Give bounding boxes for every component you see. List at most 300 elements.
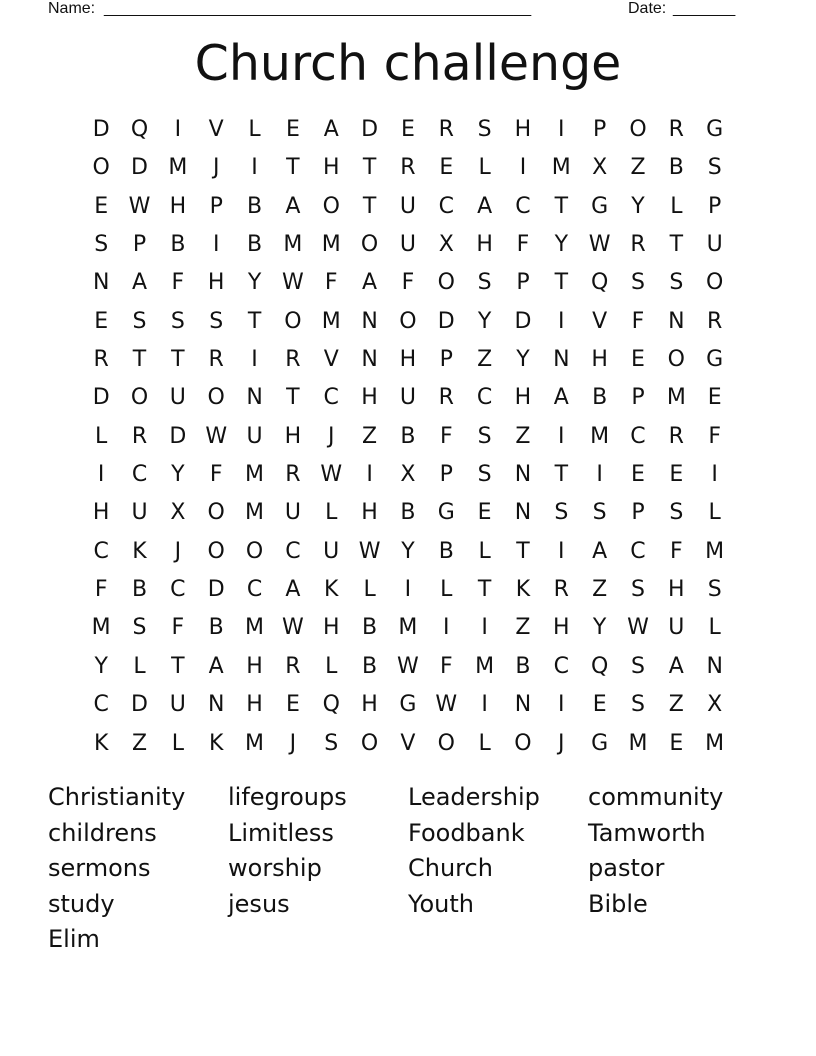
- grid-letter: K: [324, 577, 339, 603]
- grid-letter: A: [285, 577, 301, 603]
- grid-letter: Q: [322, 692, 340, 718]
- grid-letter: Y: [631, 193, 645, 219]
- grid-letter: H: [322, 155, 340, 181]
- word-list-item: Christianity: [48, 783, 186, 811]
- grid-letter: L: [95, 423, 108, 449]
- grid-letter: I: [558, 538, 565, 564]
- grid-letter: N: [514, 462, 532, 488]
- word-list-item: childrens: [48, 818, 157, 847]
- grid-letter: Y: [401, 538, 415, 564]
- grid-letter: O: [706, 270, 724, 296]
- grid-letter: U: [706, 232, 723, 258]
- grid-letter: G: [706, 347, 724, 373]
- grid-letter: W: [282, 615, 304, 641]
- grid-letter: E: [400, 117, 415, 142]
- grid-letter: H: [668, 577, 685, 603]
- grid-letter: M: [551, 155, 571, 181]
- grid-letter: Y: [171, 462, 185, 488]
- grid-letter: Y: [592, 615, 607, 641]
- grid-letter: F: [670, 538, 683, 564]
- grid-letter: O: [130, 385, 149, 411]
- word-list-item: Foodbank: [408, 818, 525, 847]
- grid-letter: L: [248, 117, 261, 142]
- grid-letter: A: [553, 385, 569, 411]
- grid-letter: U: [668, 615, 685, 641]
- grid-letter: W: [320, 462, 343, 488]
- word-list-item: worship: [228, 854, 322, 882]
- grid-letter: M: [245, 500, 265, 526]
- grid-letter: U: [399, 385, 416, 411]
- grid-letter: X: [400, 462, 416, 488]
- grid-letter: L: [363, 577, 376, 603]
- grid-letter: E: [592, 692, 607, 718]
- grid-letter: O: [514, 730, 532, 756]
- grid-letter: B: [131, 577, 148, 603]
- grid-letter: M: [321, 308, 341, 334]
- grid-letter: C: [285, 538, 301, 564]
- grid-letter: A: [208, 653, 224, 679]
- grid-letter: W: [128, 193, 151, 219]
- grid-letter: I: [366, 462, 373, 488]
- grid-letter: L: [171, 730, 184, 756]
- grid-letter: H: [476, 232, 493, 258]
- word-search-grid: [82, 111, 734, 763]
- grid-letter: X: [170, 500, 186, 526]
- grid-letter: S: [477, 117, 492, 142]
- grid-letter: S: [477, 270, 492, 296]
- grid-letter: S: [669, 270, 684, 296]
- grid-letter: Y: [247, 270, 262, 296]
- grid-letter: T: [554, 270, 569, 296]
- grid-letter: I: [558, 423, 565, 449]
- grid-letter: J: [174, 538, 182, 564]
- grid-letter: L: [478, 538, 491, 564]
- grid-letter: S: [170, 308, 185, 334]
- grid-letter: R: [553, 577, 569, 603]
- grid-letter: E: [94, 308, 109, 334]
- grid-letter: U: [246, 423, 263, 449]
- grid-letter: R: [438, 117, 454, 142]
- grid-letter: B: [592, 385, 608, 411]
- grid-letter: H: [361, 385, 378, 411]
- grid-letter: V: [323, 347, 339, 373]
- grid-letter: C: [93, 692, 109, 718]
- word-list-item: sermons: [48, 854, 151, 882]
- grid-letter: T: [286, 385, 300, 411]
- grid-letter: H: [514, 117, 532, 142]
- word-list-item: Elim: [48, 925, 100, 953]
- grid-letter: B: [438, 538, 454, 564]
- grid-letter: I: [443, 615, 450, 641]
- grid-letter: G: [437, 500, 455, 526]
- grid-letter: I: [212, 232, 220, 258]
- grid-letter: H: [591, 347, 608, 373]
- grid-letter: R: [438, 385, 454, 411]
- grid-letter: S: [132, 308, 147, 334]
- grid-letter: N: [246, 385, 263, 411]
- grid-letter: W: [397, 653, 419, 679]
- grid-letter: P: [132, 232, 147, 258]
- grid-letter: E: [285, 692, 300, 718]
- grid-letter: R: [668, 117, 684, 142]
- grid-letter: J: [558, 730, 565, 756]
- grid-letter: O: [437, 270, 455, 296]
- grid-letter: B: [362, 615, 378, 641]
- grid-letter: L: [325, 500, 338, 526]
- grid-letter: H: [553, 615, 570, 641]
- grid-letter: W: [358, 538, 381, 564]
- word-list-item: Tamworth: [588, 818, 706, 847]
- grid-letter: V: [208, 117, 224, 142]
- grid-letter: C: [170, 577, 186, 603]
- grid-letter: T: [171, 347, 185, 373]
- grid-letter: C: [630, 423, 646, 449]
- grid-letter: R: [285, 653, 301, 679]
- grid-letter: A: [668, 653, 684, 679]
- grid-letter: P: [631, 500, 645, 526]
- grid-letter: B: [400, 500, 416, 526]
- grid-letter: T: [554, 193, 569, 219]
- grid-letter: S: [631, 692, 645, 718]
- grid-letter: B: [247, 232, 263, 258]
- grid-letter: M: [245, 730, 265, 756]
- grid-letter: M: [245, 462, 265, 488]
- grid-letter: Z: [630, 155, 646, 181]
- grid-letter: W: [588, 232, 611, 258]
- grid-letter: M: [91, 615, 111, 641]
- grid-letter: R: [208, 347, 224, 373]
- grid-letter: Z: [131, 730, 148, 756]
- grid-letter: H: [246, 653, 263, 679]
- grid-letter: M: [398, 615, 418, 641]
- grid-letter: F: [708, 423, 721, 449]
- grid-letter: S: [477, 423, 492, 449]
- grid-letter: I: [558, 308, 565, 334]
- grid-letter: O: [207, 385, 225, 411]
- grid-letter: M: [321, 232, 341, 258]
- grid-letter: O: [360, 730, 379, 756]
- grid-letter: I: [481, 692, 488, 718]
- grid-letter: M: [628, 730, 648, 756]
- grid-letter: H: [322, 615, 340, 641]
- grid-letter: K: [132, 538, 147, 564]
- grid-letter: L: [133, 653, 146, 679]
- grid-letter: Q: [130, 117, 149, 142]
- grid-letter: M: [475, 653, 495, 679]
- grid-letter: K: [515, 577, 531, 603]
- grid-letter: R: [630, 232, 646, 258]
- grid-letter: Z: [362, 423, 378, 449]
- grid-letter: T: [362, 193, 377, 219]
- grid-letter: I: [404, 577, 412, 603]
- word-list-item: Bible: [588, 889, 648, 918]
- grid-letter: G: [706, 117, 724, 142]
- grid-letter: H: [361, 692, 378, 718]
- grid-letter: L: [708, 500, 721, 526]
- page-title: Church challenge: [194, 35, 622, 92]
- word-list-item: study: [48, 889, 115, 918]
- grid-letter: J: [289, 730, 297, 756]
- grid-letter: I: [97, 462, 105, 488]
- grid-letter: D: [514, 308, 532, 334]
- grid-letter: N: [514, 500, 532, 526]
- grid-letter: I: [481, 615, 488, 641]
- grid-letter: U: [399, 193, 416, 219]
- grid-letter: N: [92, 270, 110, 296]
- grid-letter: L: [708, 615, 721, 641]
- grid-letter: C: [630, 538, 646, 564]
- grid-letter: F: [171, 270, 185, 296]
- grid-letter: O: [207, 538, 225, 564]
- grid-letter: E: [477, 500, 492, 526]
- grid-letter: A: [592, 538, 608, 564]
- date-blank-line: _______: [673, 0, 736, 17]
- grid-letter: M: [245, 615, 265, 641]
- grid-letter: P: [516, 270, 530, 296]
- grid-letter: T: [132, 347, 147, 373]
- grid-letter: L: [325, 653, 338, 679]
- grid-letter: S: [707, 155, 722, 181]
- grid-letter: T: [171, 653, 185, 679]
- grid-letter: R: [131, 423, 148, 449]
- date-label: Date:: [628, 0, 667, 17]
- grid-letter: H: [169, 193, 187, 219]
- grid-letter: T: [286, 155, 300, 181]
- grid-letter: U: [399, 232, 416, 258]
- grid-letter: C: [476, 385, 493, 411]
- grid-letter: S: [477, 462, 492, 488]
- grid-letter: C: [323, 385, 339, 411]
- grid-letter: Z: [668, 692, 684, 718]
- grid-letter: B: [247, 193, 263, 219]
- grid-letter: S: [631, 270, 645, 296]
- grid-letter: S: [94, 232, 109, 258]
- grid-letter: B: [515, 653, 531, 679]
- grid-letter: P: [439, 462, 453, 488]
- grid-letter: B: [362, 653, 378, 679]
- grid-letter: R: [285, 462, 301, 488]
- grid-letter: G: [591, 193, 609, 219]
- grid-letter: B: [170, 232, 186, 258]
- grid-letter: Y: [94, 653, 108, 679]
- grid-letter: U: [131, 500, 148, 526]
- grid-letter: M: [666, 385, 686, 411]
- grid-letter: O: [284, 308, 302, 334]
- grid-letter: T: [554, 462, 569, 488]
- grid-letter: H: [361, 500, 378, 526]
- grid-letter: R: [707, 308, 723, 334]
- grid-letter: Q: [590, 270, 609, 296]
- grid-letter: S: [592, 500, 607, 526]
- grid-letter: O: [667, 347, 685, 373]
- grid-letter: M: [705, 730, 725, 756]
- grid-letter: F: [439, 653, 453, 679]
- grid-letter: I: [519, 155, 527, 181]
- grid-letter: G: [399, 692, 417, 718]
- grid-letter: P: [209, 193, 223, 219]
- grid-letter: S: [631, 653, 645, 679]
- grid-letter: V: [592, 308, 608, 334]
- grid-letter: E: [94, 193, 109, 219]
- grid-letter: N: [668, 308, 685, 334]
- grid-letter: D: [131, 692, 148, 718]
- word-list-item: Church: [408, 854, 493, 882]
- grid-letter: W: [205, 423, 228, 449]
- grid-letter: E: [669, 462, 684, 488]
- grid-letter: H: [514, 385, 532, 411]
- grid-letter: T: [247, 308, 262, 334]
- grid-letter: N: [361, 347, 378, 373]
- grid-letter: H: [399, 347, 417, 373]
- grid-letter: U: [284, 500, 301, 526]
- grid-letter: T: [516, 538, 530, 564]
- grid-letter: W: [282, 270, 304, 296]
- grid-letter: H: [284, 423, 302, 449]
- grid-letter: X: [707, 692, 723, 718]
- grid-letter: I: [251, 155, 258, 181]
- grid-letter: D: [207, 577, 225, 603]
- grid-letter: J: [212, 155, 220, 181]
- grid-letter: X: [438, 232, 454, 258]
- grid-letter: R: [93, 347, 109, 373]
- grid-letter: A: [131, 270, 148, 296]
- grid-letter: J: [327, 423, 335, 449]
- grid-letter: E: [285, 117, 300, 142]
- grid-letter: X: [592, 155, 608, 181]
- grid-letter: I: [558, 117, 565, 142]
- grid-letter: S: [669, 500, 684, 526]
- grid-letter: M: [168, 155, 188, 181]
- word-list-item: pastor: [588, 854, 665, 882]
- word-list-item: Leadership: [408, 783, 540, 811]
- grid-letter: L: [440, 577, 453, 603]
- grid-letter: H: [246, 692, 263, 718]
- grid-letter: B: [668, 155, 684, 181]
- name-blank-line: ________________________________________________: [104, 0, 532, 17]
- grid-letter: E: [669, 730, 684, 756]
- grid-letter: U: [169, 385, 186, 411]
- grid-letter: C: [93, 538, 109, 564]
- grid-letter: O: [245, 538, 264, 564]
- grid-letter: O: [629, 117, 647, 142]
- grid-letter: F: [324, 270, 338, 296]
- grid-letter: F: [631, 308, 645, 334]
- grid-letter: S: [132, 615, 147, 641]
- grid-letter: E: [631, 347, 645, 373]
- grid-letter: C: [553, 653, 569, 679]
- grid-letter: O: [360, 232, 379, 258]
- grid-letter: E: [439, 155, 454, 181]
- grid-letter: O: [207, 500, 225, 526]
- grid-letter: N: [207, 692, 225, 718]
- grid-letter: K: [93, 730, 109, 756]
- grid-letter: R: [400, 155, 416, 181]
- grid-letter: M: [283, 232, 303, 258]
- name-label: Name:: [48, 0, 96, 17]
- grid-letter: A: [285, 193, 301, 219]
- grid-letter: F: [171, 615, 185, 641]
- grid-letter: O: [437, 730, 455, 756]
- grid-letter: B: [400, 423, 416, 449]
- grid-letter: R: [668, 423, 684, 449]
- grid-letter: Y: [554, 232, 569, 258]
- grid-letter: S: [631, 577, 645, 603]
- grid-letter: F: [439, 423, 453, 449]
- grid-letter: D: [131, 155, 148, 181]
- grid-letter: N: [706, 653, 723, 679]
- grid-letter: L: [478, 155, 491, 181]
- word-list-item: lifegroups: [228, 783, 347, 811]
- grid-letter: P: [631, 385, 645, 411]
- grid-letter: T: [477, 577, 492, 603]
- grid-letter: C: [515, 193, 531, 219]
- grid-letter: P: [593, 117, 607, 142]
- grid-letter: Z: [515, 615, 531, 641]
- grid-letter: U: [169, 692, 186, 718]
- grid-letter: Y: [516, 347, 530, 373]
- word-list: [48, 780, 768, 958]
- grid-letter: I: [174, 117, 182, 142]
- word-list-item: Youth: [408, 889, 474, 918]
- grid-letter: L: [478, 730, 491, 756]
- word-list-item: Limitless: [228, 818, 334, 847]
- grid-letter: E: [631, 462, 645, 488]
- grid-letter: I: [558, 692, 565, 718]
- grid-letter: D: [92, 385, 110, 411]
- grid-letter: K: [208, 730, 224, 756]
- grid-letter: F: [516, 232, 530, 258]
- grid-letter: S: [324, 730, 339, 756]
- grid-letter: I: [596, 462, 603, 488]
- grid-letter: N: [514, 692, 532, 718]
- grid-letter: D: [437, 308, 455, 334]
- grid-letter: V: [400, 730, 416, 756]
- grid-letter: S: [209, 308, 224, 334]
- grid-letter: C: [246, 577, 263, 603]
- grid-letter: S: [707, 577, 722, 603]
- grid-letter: T: [669, 232, 684, 258]
- grid-letter: D: [92, 117, 110, 142]
- grid-letter: W: [627, 615, 649, 641]
- grid-letter: N: [361, 308, 378, 334]
- grid-letter: Y: [477, 308, 492, 334]
- grid-letter: O: [92, 155, 110, 181]
- grid-letter: P: [439, 347, 453, 373]
- word-list-item: jesus: [228, 889, 290, 918]
- header-line: [48, 0, 748, 20]
- grid-letter: I: [251, 347, 258, 373]
- grid-letter: Q: [590, 653, 609, 679]
- grid-letter: A: [323, 117, 339, 142]
- grid-letter: F: [401, 270, 415, 296]
- grid-letter: T: [362, 155, 377, 181]
- grid-letter: F: [94, 577, 108, 603]
- grid-letter: L: [670, 193, 683, 219]
- grid-letter: C: [131, 462, 148, 488]
- grid-letter: C: [438, 193, 454, 219]
- grid-letter: S: [554, 500, 569, 526]
- grid-letter: N: [553, 347, 570, 373]
- grid-letter: O: [322, 193, 340, 219]
- grid-letter: A: [477, 193, 493, 219]
- grid-letter: F: [209, 462, 223, 488]
- grid-letter: A: [362, 270, 378, 296]
- grid-letter: Z: [515, 423, 531, 449]
- grid-letter: D: [169, 423, 187, 449]
- grid-letter: D: [361, 117, 379, 142]
- grid-letter: H: [92, 500, 110, 526]
- grid-letter: E: [707, 385, 722, 411]
